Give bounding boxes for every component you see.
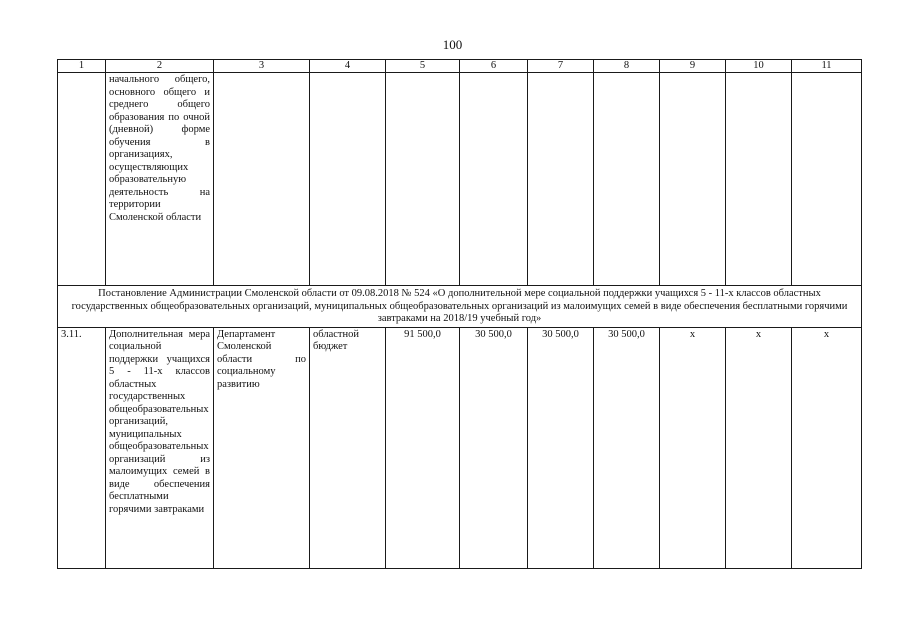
col-number-9: 9 (660, 60, 726, 73)
page-number: 100 (442, 37, 463, 52)
cell-empty (660, 73, 726, 286)
executor-name: Департамент Смоленской области по социальному развитию (214, 327, 310, 568)
col-number-11: 11 (792, 60, 862, 73)
funding-source: областной бюджет (310, 327, 386, 568)
cell-col-11: х (792, 327, 862, 568)
col-number-3: 3 (214, 60, 310, 73)
funding-year-3: 30 500,0 (594, 327, 660, 568)
cell-empty (594, 73, 660, 286)
cell-empty (58, 73, 106, 286)
col-number-5: 5 (386, 60, 460, 73)
program-table (57, 59, 862, 569)
funding-year-1: 30 500,0 (460, 327, 528, 568)
funding-total: 91 500,0 (386, 327, 460, 568)
cell-empty (386, 73, 460, 286)
col-number-1: 1 (58, 60, 106, 73)
cell-empty (460, 73, 528, 286)
measure-text-continued: начального общего, основного общего и среднего общего образования по очной (дневной) форме обучения в организациях, осуществляющих образовательную деятельность на территории Смоленской области (106, 73, 214, 286)
cell-empty (792, 73, 862, 286)
table-row (58, 327, 862, 568)
cell-empty (214, 73, 310, 286)
cell-col-9: х (660, 327, 726, 568)
resolution-row (58, 286, 862, 328)
col-number-10: 10 (726, 60, 792, 73)
row-number: 3.11. (58, 327, 106, 568)
col-number-8: 8 (594, 60, 660, 73)
cell-empty (726, 73, 792, 286)
col-number-2: 2 (106, 60, 214, 73)
col-number-4: 4 (310, 60, 386, 73)
cell-empty (528, 73, 594, 286)
cell-empty (310, 73, 386, 286)
table-row-continued (58, 73, 862, 286)
column-number-row (58, 60, 862, 73)
funding-year-2: 30 500,0 (528, 327, 594, 568)
col-number-6: 6 (460, 60, 528, 73)
measure-name: Дополнительная мера социальной поддержки учащихся 5 - 11-х классов областных государственных общеобразовательных организаций, муниципальных общеобразовательных организаций из малоимущих семей в виде обеспечения бесплатными горячими завтраками (106, 327, 214, 568)
cell-col-10: х (726, 327, 792, 568)
col-number-7: 7 (528, 60, 594, 73)
resolution-title: Постановление Администрации Смоленской области от 09.08.2018 № 524 «О дополнительной мере социальной поддержки учащихся 5 - 11-х классов областных государственных общеобразовательных организаций, муниципальных общеобразовательных организаций из малоимущих семей в виде обеспечения бесплатными горячими завтраками на 2018/19 учебный год» (58, 286, 862, 328)
